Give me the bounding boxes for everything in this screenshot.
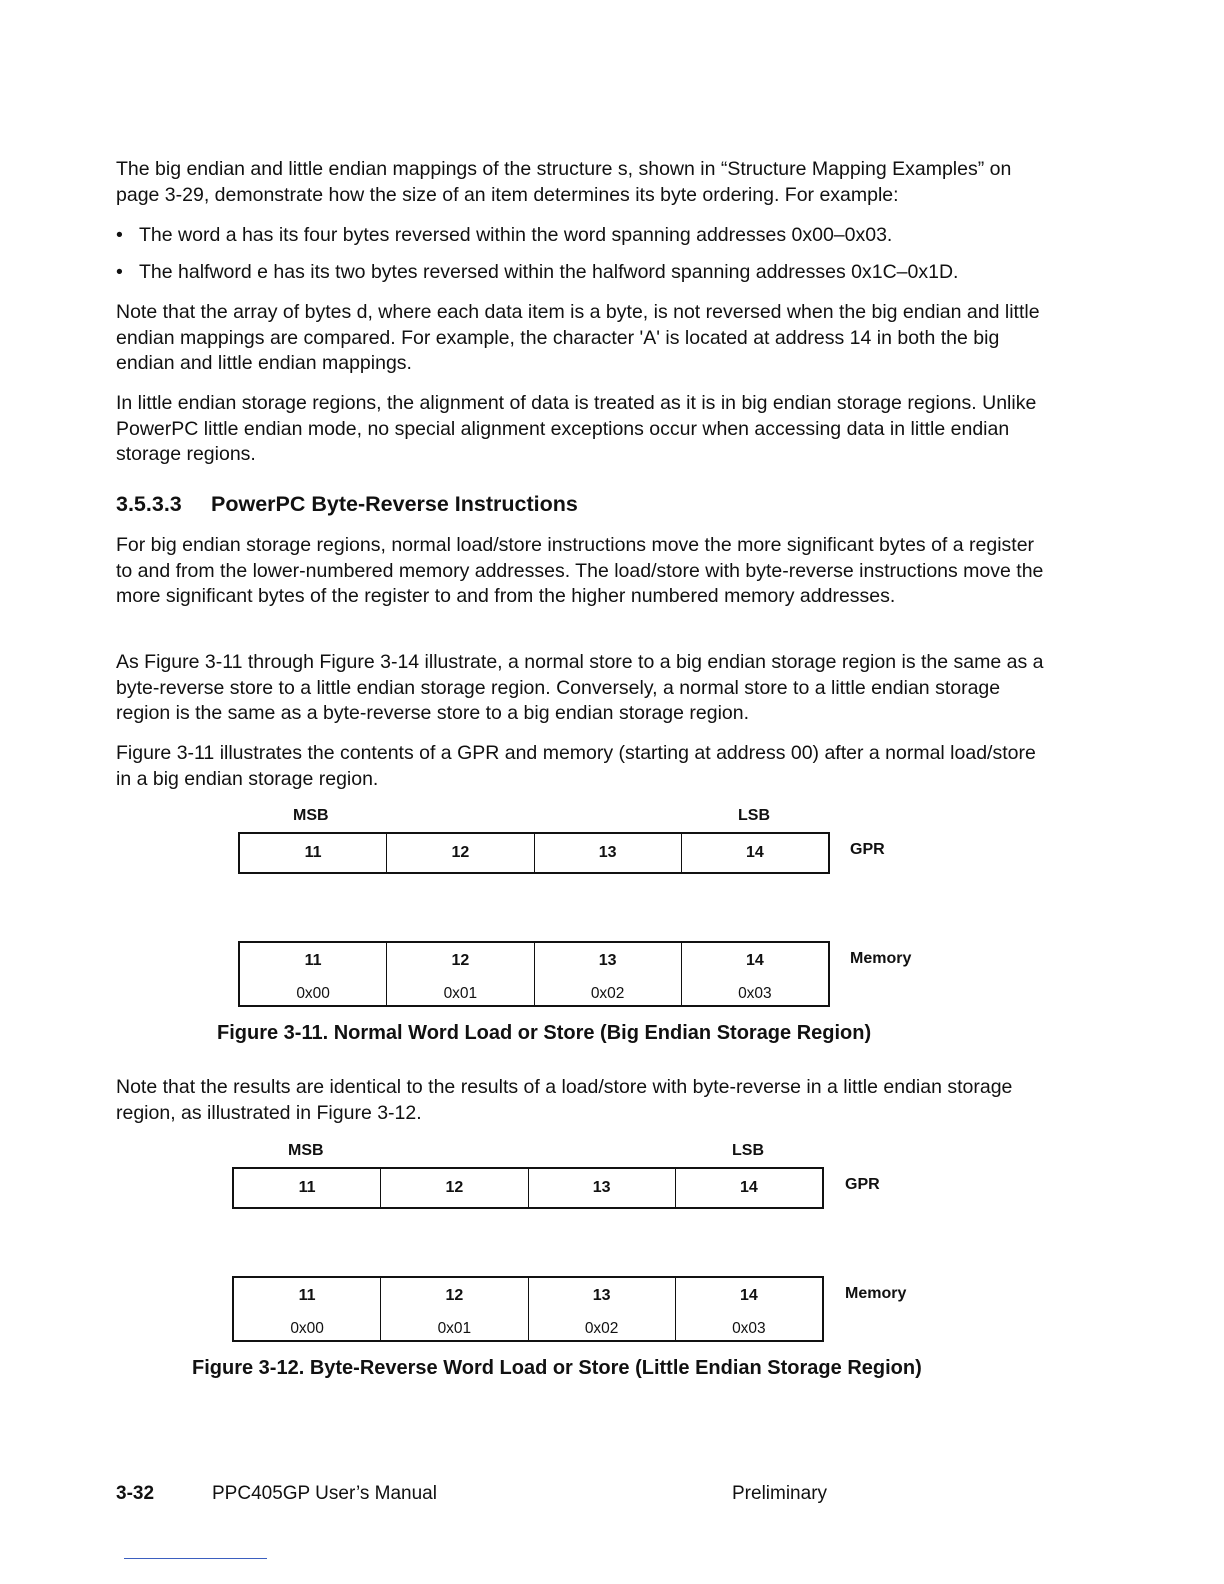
list-item-text: The word a has its four bytes reversed within the word spanning addresses 0x00–0x03. [139, 224, 893, 246]
gpr-label: GPR [845, 1176, 880, 1193]
memory-byte-0: 11 0x00 [290, 1287, 324, 1337]
bullet-icon: • [116, 224, 123, 246]
footer-divider [124, 1558, 267, 1559]
gpr-byte-0: 11 [298, 1179, 316, 1196]
gpr-register [232, 1167, 824, 1209]
memory-byte-3: 14 0x03 [681, 943, 828, 1005]
document-status: Preliminary [732, 1483, 828, 1504]
section-heading [116, 491, 578, 518]
section-title: PowerPC Byte-Reverse Instructions [211, 492, 578, 516]
msb-label: MSB [288, 1142, 324, 1159]
gpr-byte-2: 13 [534, 834, 681, 872]
gpr-register [238, 832, 830, 874]
memory-byte-2: 13 0x02 [534, 943, 681, 1005]
memory-byte-2: 13 0x02 [528, 1278, 675, 1340]
figure-caption: Figure 3-11. Normal Word Load or Store (Big Endian Storage Region) [217, 1022, 872, 1044]
gpr-byte-3: 14 [675, 1169, 822, 1207]
gpr-byte-1: 12 [380, 1169, 527, 1207]
bullet-icon: • [116, 261, 123, 283]
figure-caption: Figure 3-12. Byte-Reverse Word Load or Store (Little Endian Storage Region) [192, 1357, 922, 1379]
gpr-label: GPR [850, 841, 885, 858]
page-number: 3-32 [116, 1483, 155, 1504]
list-item-text: The halfword e has its two bytes reversed within the halfword spanning addresses 0x1C–0x1D. [139, 261, 959, 283]
memory-label: Memory [845, 1285, 907, 1302]
memory-byte-0: 11 0x00 [296, 952, 330, 1002]
alignment-paragraph: In little endian storage regions, the alignment of data is treated as it is in big endian storage regions. Unlike PowerPC little endian mode, no special alignment exceptions occur when accessing data in little endian storage regions. [116, 392, 1037, 465]
gpr-byte-3: 14 [681, 834, 828, 872]
memory-byte-1: 12 0x01 [386, 943, 533, 1005]
memory-block [232, 1276, 824, 1342]
array-note-paragraph: Note that the array of bytes d, where each data item is a byte, is not reversed when the big endian and little endian mappings are compared. For example, the character 'A' is located at address 14 in both the big endian and little endian mappings. [116, 301, 1040, 374]
gpr-byte-1: 12 [386, 834, 533, 872]
memory-byte-1: 12 0x01 [380, 1278, 527, 1340]
gpr-byte-2: 13 [528, 1169, 675, 1207]
manual-title: PPC405GP User’s Manual [212, 1483, 437, 1504]
memory-byte-3: 14 0x03 [675, 1278, 822, 1340]
memory-block [238, 941, 830, 1007]
results-note-paragraph: Note that the results are identical to the results of a load/store with byte-reverse in a little endian storage region, as illustrated in Figure 3-12. [116, 1076, 1013, 1124]
lsb-label: LSB [732, 1142, 764, 1159]
byte-reverse-paragraph: For big endian storage regions, normal load/store instructions move the more significant bytes of a register to and from the lower-numbered memory addresses. The load/store with byte-reverse instructions move the more significant bytes of the register to and from the higher numbered memory addresses. [116, 534, 1044, 607]
memory-label: Memory [850, 950, 912, 967]
figure-intro-paragraph: Figure 3-11 illustrates the contents of a GPR and memory (starting at address 00) after a normal load/store in a big endian storage region. [116, 742, 1036, 790]
gpr-byte-0: 11 [304, 844, 322, 861]
figure-range-paragraph: As Figure 3-11 through Figure 3-14 illustrate, a normal store to a big endian storage region is the same as a byte-reverse store to a little endian storage region. Conversely, a normal store to a little endian storage region is the same as a byte-reverse store to a big endian storage region. [116, 651, 1044, 724]
msb-label: MSB [293, 807, 329, 824]
section-number: 3.5.3.3 [116, 492, 182, 516]
intro-paragraph: The big endian and little endian mappings of the structure s, shown in “Structure Mapping Examples” on page 3-29, demonstrate how the size of an item determines its byte ordering. For example: [116, 158, 1012, 206]
lsb-label: LSB [738, 807, 770, 824]
